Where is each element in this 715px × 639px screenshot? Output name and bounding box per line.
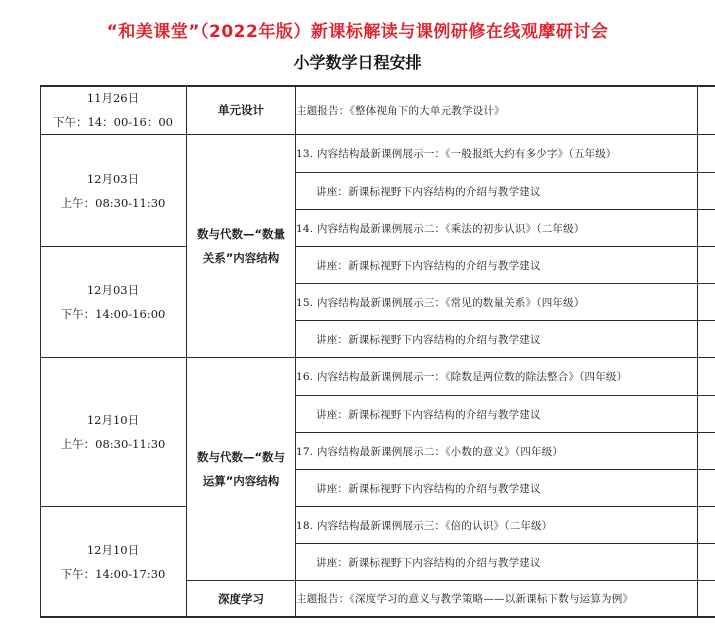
- table-bottom-border: [40, 616, 715, 618]
- schedule-item: 17. 内容结构最新课例展示二：《小数的意义》（四年级）: [296, 445, 564, 458]
- session-time: 下午：14:00-16:00: [60, 307, 166, 321]
- session-time-cell: [40, 358, 186, 506]
- schedule-item: 18. 内容结构最新课例展示三：《倍的认识》（二年级）: [296, 519, 553, 532]
- session-date: 12月03日: [86, 171, 140, 186]
- session-time-cell: [40, 86, 186, 134]
- session-date: 12月10日: [86, 542, 140, 557]
- topic-label: 数与代数—“数量: [196, 227, 286, 241]
- schedule-item: 14. 内容结构最新课例展示二：《乘法的初步认识》（二年级）: [296, 222, 585, 235]
- schedule-item: 主题报告：《深度学习的意义与教学策略——以新课标下数与运算为例》: [296, 593, 634, 605]
- page-subtitle: 小学数学日程安排: [293, 53, 422, 72]
- session-time-cell: [40, 135, 186, 246]
- session-date: 11月26日: [86, 91, 140, 105]
- session-time: 下午：14：00-16：00: [53, 115, 173, 129]
- schedule-item: 主题报告：《整体视角下的大单元教学设计》: [296, 104, 505, 117]
- topic-label: 关系”内容结构: [202, 251, 280, 265]
- schedule-item: 15. 内容结构最新课例展示三：《常见的数量关系》（四年级）: [296, 296, 585, 309]
- topic-cell: [187, 581, 295, 616]
- session-time-cell: [40, 247, 186, 357]
- topic-cell: [187, 358, 295, 580]
- schedule-item: 讲座：新课标视野下内容结构的介绍与教学建议: [316, 333, 541, 346]
- page-title: “和美课堂”（2022年版）新课标解读与课例研修在线观摩研讨会: [106, 22, 609, 42]
- topic-cell: [187, 135, 295, 357]
- col-divider: [697, 85, 698, 618]
- schedule-item: 讲座：新课标视野下内容结构的介绍与教学建议: [316, 482, 541, 495]
- schedule-item: 讲座：新课标视野下内容结构的介绍与教学建议: [316, 185, 541, 198]
- schedule-item: 讲座：新课标视野下内容结构的介绍与教学建议: [316, 556, 541, 569]
- schedule-item: 13. 内容结构最新课例展示一：《一般报纸大约有多少字》（五年级）: [296, 148, 617, 160]
- session-time: 上午：08:30-11:30: [60, 195, 166, 210]
- session-date: 12月03日: [86, 283, 140, 297]
- session-date: 12月10日: [86, 413, 140, 427]
- schedule-item: 16. 内容结构最新课例展示一：《除数是两位数的除法整合》（四年级）: [296, 371, 628, 383]
- topic-label: 深度学习: [218, 591, 264, 606]
- session-time: 下午：14:00-17:30: [60, 566, 166, 581]
- topic-label: 运算”内容结构: [202, 474, 280, 488]
- topic-cell: [187, 86, 295, 134]
- topic-label: 单元设计: [218, 103, 264, 117]
- topic-label: 数与代数—“数与: [196, 450, 286, 464]
- schedule-item: 讲座：新课标视野下内容结构的介绍与教学建议: [316, 408, 541, 421]
- schedule-item: 讲座：新课标视野下内容结构的介绍与教学建议: [316, 259, 541, 272]
- session-time: 上午：08:30-11:30: [60, 437, 166, 451]
- session-time-cell: [40, 507, 186, 616]
